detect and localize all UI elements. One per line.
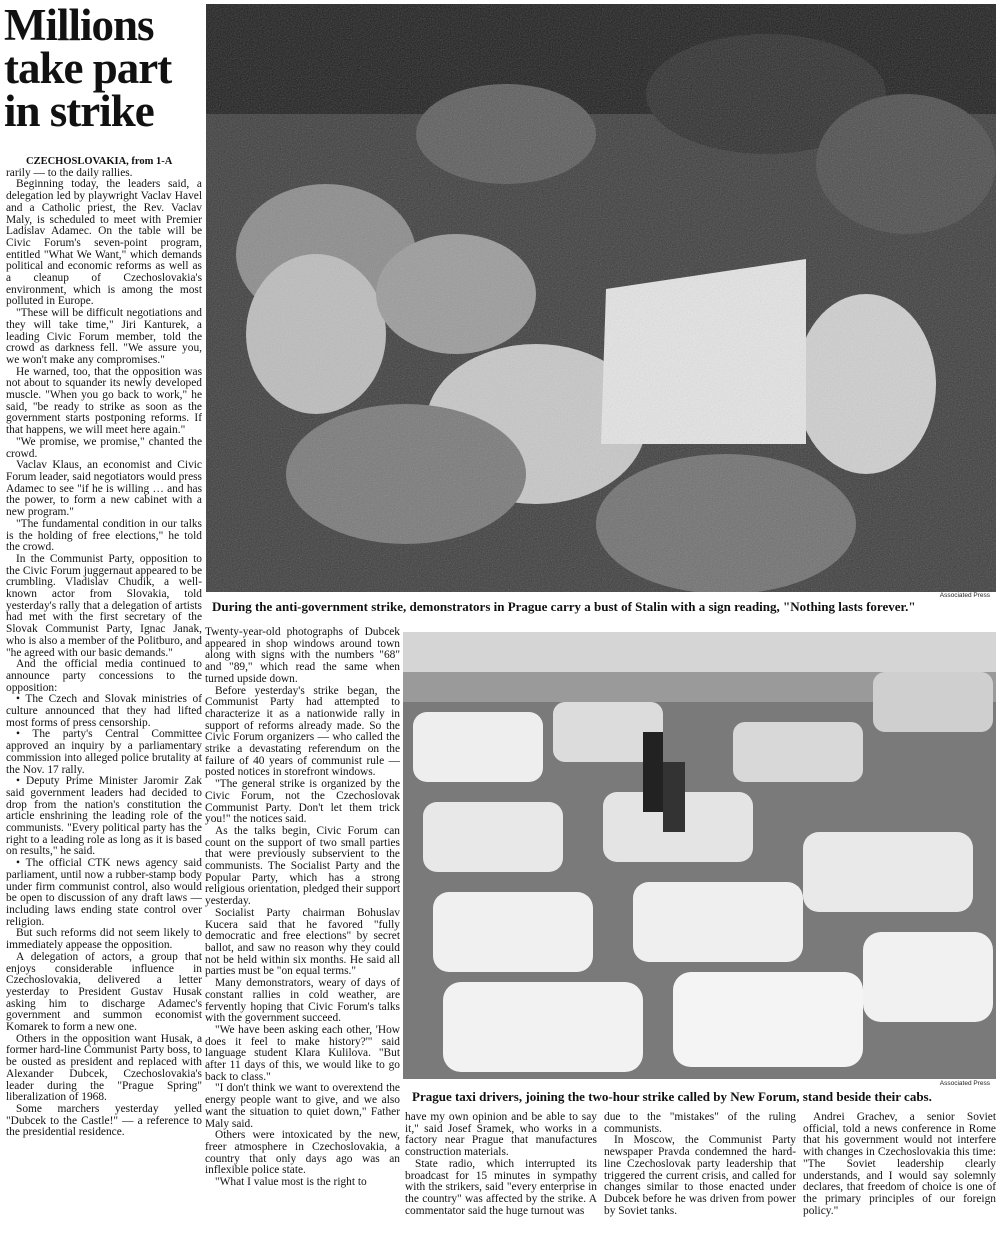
col1-paragraph: In the Communist Party, opposition to the Civic Forum juggernaut appeared to be crumbling. Vladislav Chudik, a well-known actor from Slovakia, told yesterday's rally that a delegation of artists had met with the first secretary of the Slovak Communist Party, Ignac Janak, who is also a member of the Politburo, and "he agreed with our basic demands." bbox=[6, 552, 202, 659]
col4-paragraph: In Moscow, the Communist Party newspaper Pravda condemned the hard-line Czechoslovak party leadership that triggered the current crisis, and called for changes similar to those enacted under Dubcek before he was driven from power by Soviet tanks. bbox=[604, 1134, 796, 1217]
col5-paragraph: Andrei Grachev, a senior Soviet official, told a news conference in Rome that his government would not interfere with changes in Czechoslovakia this time: "The Soviet leadership clearly understands, and I would say solemnly declares, that freedom of choice is one of the primary principles of our foreign policy." bbox=[803, 1112, 996, 1217]
article-column-4 bbox=[604, 1112, 796, 1240]
photo-taxi-drivers bbox=[403, 632, 996, 1079]
col1-paragraph: And the official media continued to announce party concessions to the opposition: bbox=[6, 658, 202, 694]
col2-paragraph: "I don't think we want to overextend the energy people want to give, and we also want the situation to quiet down," Father Maly said. bbox=[205, 1082, 400, 1130]
col3-paragraph: State radio, which interrupted its broadcast for 15 minutes in sympathy with the strikers, said "every enterprise in the country" was affected by the strike. A commentator said the huge turnout was bbox=[405, 1157, 597, 1217]
col1-paragraph: rarily — to the daily rallies. bbox=[6, 166, 133, 179]
crowd-photo-image bbox=[206, 4, 996, 592]
photo1-caption: During the anti-government strike, demonstrators in Prague carry a bust of Stalin with a sign reading, "Nothing lasts forever." bbox=[212, 599, 916, 614]
article-column-2 bbox=[205, 627, 400, 1239]
col1-paragraph: Some marchers yesterday yelled "Dubcek to the Castle!" — a reference to the presidential residence. bbox=[6, 1102, 202, 1139]
article-column-1 bbox=[6, 156, 202, 1248]
dateline: CZECHOSLOVAKIA, from 1-A bbox=[26, 156, 173, 167]
col1-paragraph: Others in the opposition want Husak, a former hard-line Communist Party boss, to be ousted as president and replaced with Alexander Dubcek, Czechoslovakia's leader during the "Prague Spring" liberalization of 1968. bbox=[6, 1032, 202, 1104]
col3-paragraph: have my own opinion and be able to say it," said Josef Sramek, who works in a factory near Prague that manufactures construction materials. bbox=[405, 1112, 597, 1159]
col2-paragraph: Socialist Party chairman Bohuslav Kucera said that he favored "fully democratic and free elections" by secret ballot, and saw no reason why they could not be held within six months. He said all parties must be "on equal terms." bbox=[205, 906, 400, 978]
col1-paragraph: • The official CTK news agency said parliament, until now a rubber-stamp body under firm communist control, also would be open to discussion of any draft laws — including laws ending state control over religion. bbox=[6, 857, 202, 928]
col1-paragraph: He warned, too, that the opposition was not about to squander its newly developed muscle. "When you go back to work," he said, "be ready to strike as soon as the government starts postponing reforms. If that happens, we will meet here again." bbox=[6, 365, 202, 437]
col2-paragraph: Others were intoxicated by the new, freer atmosphere in Czechoslovakia, a country that only days ago was an inflexible police state. bbox=[205, 1129, 400, 1177]
col2-paragraph: "We have been asking each other, 'How does it feel to make history?'" said language student Klara Kulilova. "But after 11 days of this, we would like to go back to class." bbox=[205, 1023, 400, 1083]
article-column-3 bbox=[405, 1112, 597, 1240]
col1-paragraph: But such reforms did not seem likely to immediately appease the opposition. bbox=[6, 927, 202, 952]
col2-paragraph: Before yesterday's strike began, the Communist Party had attempted to characterize it as a nationwide rally in support of reforms already made. So the Civic Forum organizers — who called the strike a devastating referendum on the failure of 40 years of communist rule — posted notices in storefront windows. bbox=[205, 684, 400, 779]
col2-paragraph: "What I value most is the right to bbox=[215, 1176, 367, 1189]
col2-paragraph: Twenty-year-old photographs of Dubcek appeared in shop windows around town along with signs with the numbers "68" and "89," which read the same when turned upside down. bbox=[205, 627, 400, 685]
col1-paragraph: "These will be difficult negotiations and they will take time," Jiri Kanturek, a leading Civic Forum member, told the crowd as darkness fell. "We assure you, we won't make any compromises." bbox=[6, 307, 202, 366]
taxi-photo-image bbox=[403, 632, 996, 1079]
col1-paragraph: Vaclav Klaus, an economist and Civic Forum leader, said negotiators would press Adamec to see "if he is willing … and has the power, to form a new cabinet with a new program." bbox=[6, 459, 202, 519]
col4-paragraph: due to the "mistakes" of the ruling communists. bbox=[604, 1112, 796, 1135]
photo-stalin-bust bbox=[206, 4, 996, 592]
col2-paragraph: As the talks begin, Civic Forum can count on the support of two small parties that were previously subservient to the communists. The Socialist Party and the Popular Party, which has a strong religious orientation, pledged their support yesterday. bbox=[205, 824, 400, 908]
col1-paragraph: A delegation of actors, a group that enjoys considerable influence in Czechoslovakia, delivered a letter yesterday to President Gustav Husak asking him to discharge Adamec's government and summon economist Komarek to form a new one. bbox=[6, 950, 202, 1034]
article-column-5 bbox=[803, 1112, 996, 1240]
col1-paragraph: "We promise, we promise," chanted the crowd. bbox=[6, 435, 202, 460]
col1-paragraph: • The party's Central Committee approved an inquiry by a parliamentary commission into alleged police brutality at the Nov. 17 rally. bbox=[6, 728, 202, 776]
col2-paragraph: "The general strike is organized by the Civic Forum, not the Czechoslovak Communist Party. Don't let them trick you!" the notices said. bbox=[205, 778, 400, 826]
col1-paragraph: Beginning today, the leaders said, a delegation led by playwright Vaclav Havel and a Catholic priest, the Rev. Vaclav Maly, is scheduled to meet with Premier Ladislav Adamec. On the table will be Civic Forum's seven-point program, entitled "What We Want," which demands political and economic reforms as well as a cleanup of Czechoslovakia's environment, which is among the most polluted in Europe. bbox=[6, 178, 202, 308]
photo2-caption: Prague taxi drivers, joining the two-hour strike called by New Forum, stand beside their cabs. bbox=[412, 1089, 932, 1104]
col1-paragraph: "The fundamental condition in our talks is the holding of free elections," he told the crowd. bbox=[6, 517, 202, 554]
col1-paragraph: • Deputy Prime Minister Jaromir Zak said government leaders had decided to drop from the nation's constitution the article enshrining the leading role of the communists. "Every political party has the right to a leading role as long as it is based on results," he said. bbox=[6, 775, 202, 858]
col1-paragraph: • The Czech and Slovak ministries of culture announced that they had lifted most forms of press censorship. bbox=[6, 693, 202, 729]
photo2-credit: Associated Press bbox=[939, 1080, 990, 1087]
headline: Millions take part in strike bbox=[4, 0, 172, 136]
col2-paragraph: Many demonstrators, weary of days of constant rallies in cold weather, are fervently hoping that Civic Forum's talks with the government succeed. bbox=[205, 977, 400, 1025]
photo1-credit: Associated Press bbox=[939, 592, 990, 599]
